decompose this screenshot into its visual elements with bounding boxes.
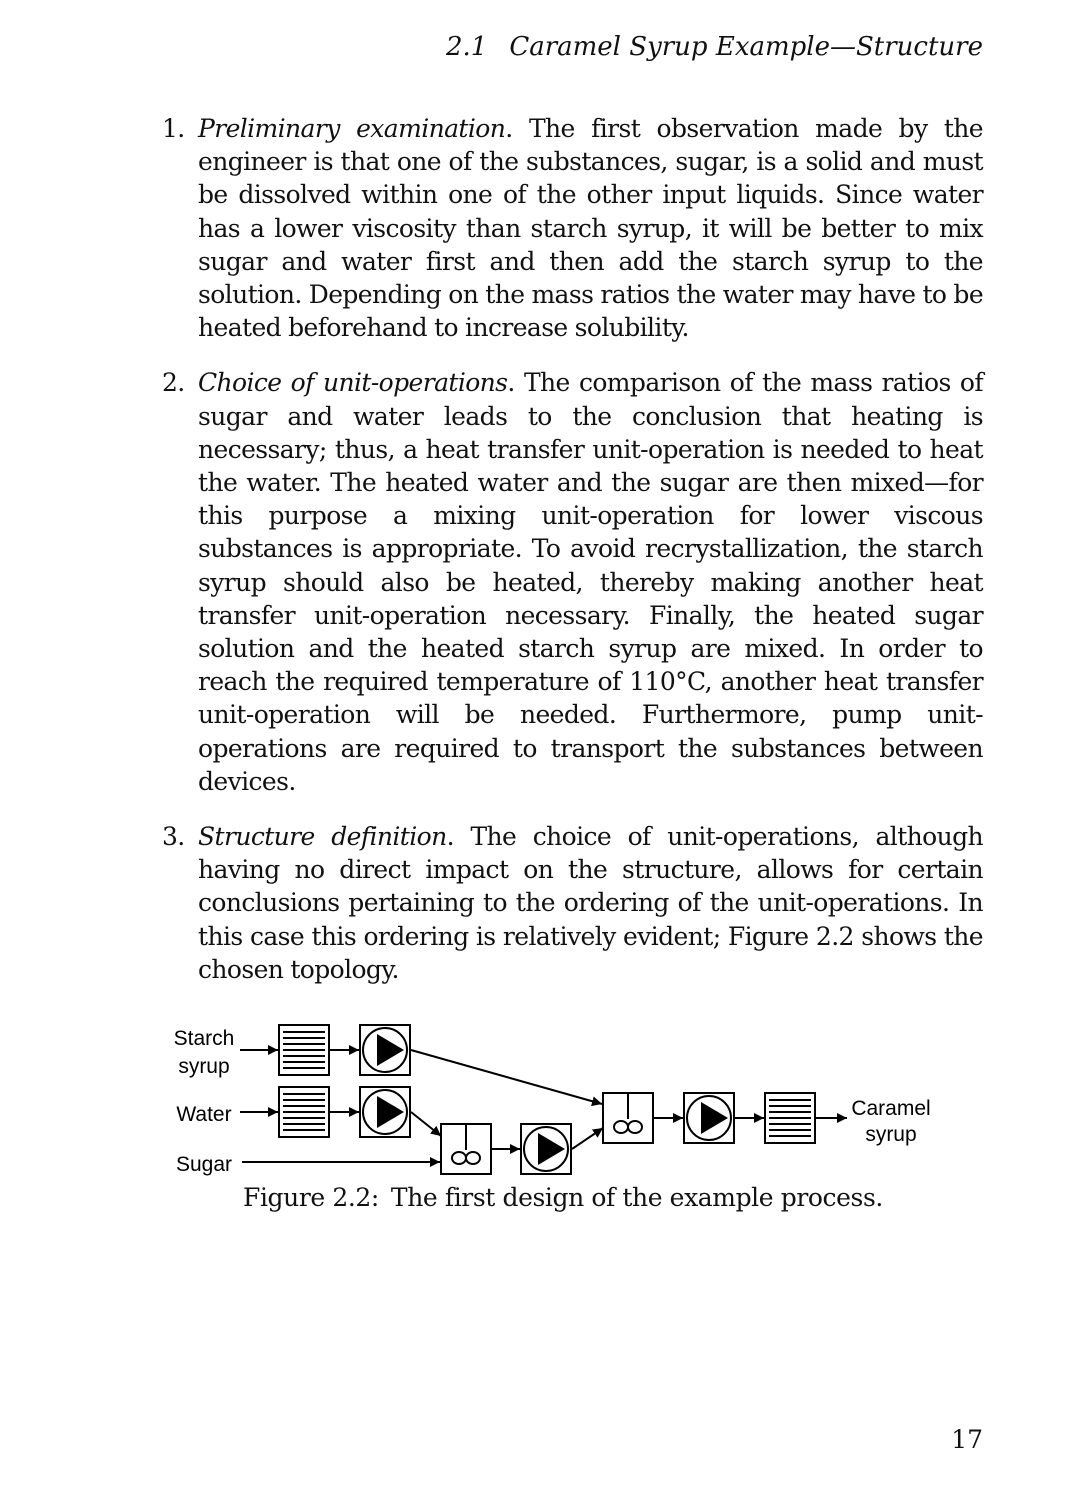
- heat-exchanger-final-icon: [765, 1093, 815, 1143]
- item-text: . The choice of unit-operations, although having no direct impact on the structure, allows for certain conclusions pertaining to the ordering of the unit-operations. In this case this ordering is relatively evident; Figure 2.2 shows the chosen topology.: [198, 822, 983, 984]
- label-starch-syrup-line2: syrup: [178, 1055, 230, 1078]
- label-sugar: Sugar: [175, 1153, 233, 1176]
- page-number: 17: [951, 1425, 983, 1454]
- section-number: 2.1: [445, 32, 488, 62]
- process-flow-diagram: [160, 1015, 950, 1185]
- item-lead: Preliminary examination: [198, 114, 506, 143]
- arrow-starch-to-mixer2: [411, 1050, 602, 1104]
- item-text: . The comparison of the mass ratios of sugar and water leads to the conclusion that heating is necessary; thus, a heat transfer unit-operation is needed to heat the water. The heated water and the sugar are then mixed—for this purpose a mixing unit-operation for lower viscous substances is appropriate. To avoid recrystallization, the starch syrup should also be heated, thereby making another heat transfer unit-operation necessary. Finally, the heated sugar solution and the heated starch syrup are mixed. In order to reach the required temperature of 110°C, another heat transfer unit-operation will be needed. Furthermore, pump unit-operations are required to transport the substances between devices.: [198, 368, 983, 796]
- process-diagram-svg: [160, 1015, 950, 1185]
- item-lead: Choice of unit-operations: [198, 368, 508, 398]
- item-number: 2.: [162, 368, 185, 398]
- label-starch-syrup-line1: Starch: [173, 1027, 235, 1050]
- mixer-final-icon: [603, 1093, 653, 1143]
- pump-final-icon: [684, 1093, 734, 1143]
- item-number: 3.: [162, 822, 185, 852]
- list-item: [160, 366, 983, 798]
- label-water: Water: [176, 1103, 232, 1126]
- figure-caption-label: Figure 2.2:: [243, 1183, 379, 1212]
- section-title: Caramel Syrup Example—Structure: [509, 32, 983, 62]
- label-caramel-syrup-line2: syrup: [865, 1123, 917, 1146]
- pump-water-icon: [360, 1087, 410, 1137]
- numbered-list: [160, 112, 983, 1008]
- list-item: [160, 112, 983, 344]
- pump-starch-icon: [360, 1025, 410, 1075]
- pump-solution-icon: [521, 1124, 571, 1174]
- heat-exchanger-starch-icon: [279, 1025, 329, 1075]
- list-item: [160, 820, 983, 986]
- item-text: . The first observation made by the engineer is that one of the substances, sugar, is a solid and must be dissolved within one of the other input liquids. Since water has a lower viscosity than starch syrup, it will be better to mix sugar and water first and then add the starch syrup to the solution. Depending on the mass ratios the water may have to be heated beforehand to increase solubility.: [198, 114, 984, 343]
- item-number: 1.: [162, 114, 185, 143]
- mixer-sugar-water-icon: [441, 1124, 491, 1174]
- label-caramel-syrup-line1: Caramel: [851, 1097, 931, 1120]
- item-lead: Structure definition: [198, 822, 447, 852]
- figure-caption: [243, 1183, 883, 1212]
- arrow-pump-to-mixer2: [572, 1128, 603, 1149]
- figure-caption-text: The first design of the example process.: [390, 1183, 883, 1212]
- arrow-water-to-mixer1: [411, 1112, 441, 1136]
- running-header: [446, 32, 983, 62]
- heat-exchanger-water-icon: [279, 1087, 329, 1137]
